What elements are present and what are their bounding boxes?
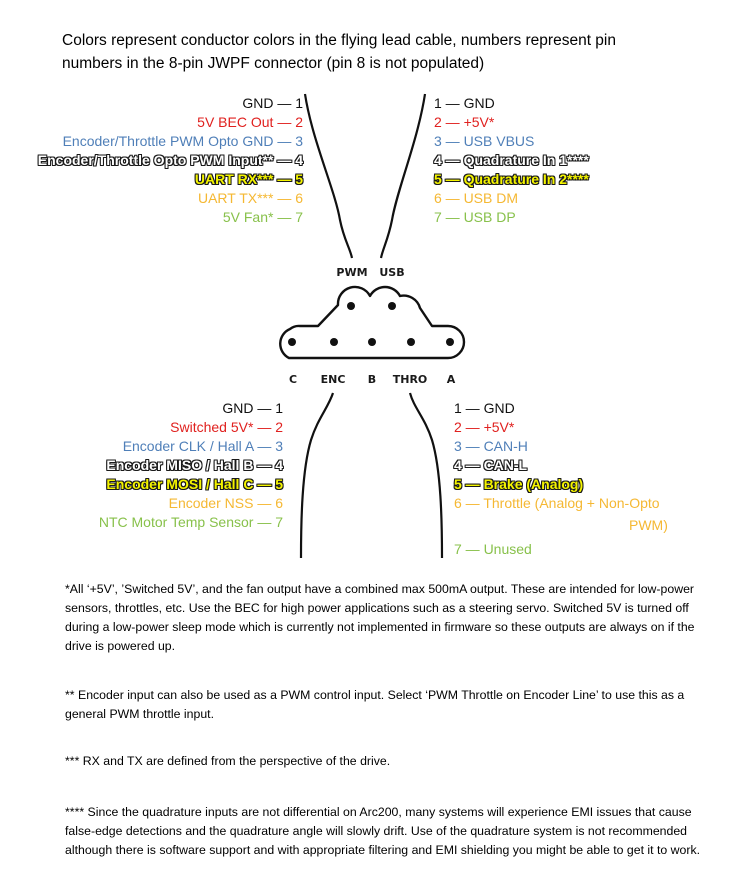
pin-label: Switched 5V* — 2 [170,419,283,435]
pin-label: UART RX*** — 5 [194,171,303,187]
pin-enc [330,338,338,346]
footnote-4: **** Since the quadrature inputs are not differential on Arc200, many systems will experience EMI issues that cause false-edge detections and the quadrature angle will slowly drift. Use of the quadrature system is not recommended although there is software support and with appropriate filtering and EMI shielding you might be able to get it to work. [65,805,701,857]
pin-label: 4 — CAN-L [454,457,528,473]
label-a: A [446,373,456,386]
pin-label: 1 — GND [454,400,515,416]
footnote-2: ** Encoder input can also be used as a PWM control input. Select ‘PWM Throttle on Encoder Line’ to use this as a general PWM throttle input. [65,688,685,721]
cable-line-thro [410,393,442,558]
cable-line-pwm [305,94,352,258]
pin-label: Encoder/Throttle PWM Opto GND — 3 [62,133,303,149]
pin-usb [388,302,396,310]
pin-label: 5 — Quadrature In 2**** [434,171,589,187]
pin-label: Encoder/Throttle Opto PWM Input** — 4 [37,152,303,168]
label-b: B [367,373,377,386]
pin-label: 2 — +5V* [454,419,515,435]
pin-pwm [347,302,355,310]
pin-list-bottom-right [454,399,668,559]
pin-label: 1 — GND [434,95,495,111]
pin-label: 7 — USB DP [434,209,516,225]
cable-line-enc [301,393,333,558]
pin-label: UART TX*** — 6 [197,190,303,206]
pin-label: 6 — Throttle (Analog + Non-Opto [454,495,660,511]
label-enc: ENC [320,373,346,386]
label-thro: THRO [392,373,428,386]
pin-label: PWM) [629,517,668,533]
pin-label: Encoder MOSI / Hall C — 5 [106,476,283,492]
footnote-3: *** RX and TX are defined from the perspective of the drive. [65,754,391,768]
pin-thro [407,338,415,346]
intro-text: Colors represent conductor colors in the flying lead cable, numbers represent pin numbers in the 8-pin JWPF connector (pin 8 is not populated) [62,32,616,72]
label-c: C [288,373,298,386]
cable-line-usb [381,94,425,258]
pin-label: 5V Fan* — 7 [222,209,303,225]
pin-label: 7 — Unused [454,541,532,557]
pin-label: 3 — CAN-H [454,438,528,454]
pin-label: Encoder MISO / Hall B — 4 [106,457,283,473]
pin-label: 2 — +5V* [434,114,495,130]
pin-list-bottom-left [99,399,283,532]
label-usb: USB [379,266,405,279]
label-pwm: PWM [336,266,368,279]
connector-body [280,287,464,358]
pin-c [288,338,296,346]
pin-label: 5V BEC Out — 2 [197,114,303,130]
pin-label: GND — 1 [222,400,283,416]
pin-a [446,338,454,346]
pin-label: 3 — USB VBUS [434,133,535,149]
pin-label: 6 — USB DM [434,190,519,206]
pin-label: 5 — Brake (Analog) [454,476,584,492]
pin-b [368,338,376,346]
pin-label: Encoder CLK / Hall A — 3 [122,438,283,454]
pin-label: NTC Motor Temp Sensor — 7 [98,514,283,530]
pin-label: Encoder NSS — 6 [168,495,283,511]
pin-label: 4 — Quadrature In 1**** [434,152,589,168]
pin-label: GND — 1 [242,95,303,111]
footnote-1: *All ‘+5V’, ’Switched 5V’, and the fan output have a combined max 500mA output. These are intended for low-power sensors, throttles, etc. Use the BEC for high power applications such as a steering servo. Switched 5V is turned off during a low-power sleep mode which is currently not implemented in firmware so these outputs are always on if the drive is powered up. [65,582,695,653]
